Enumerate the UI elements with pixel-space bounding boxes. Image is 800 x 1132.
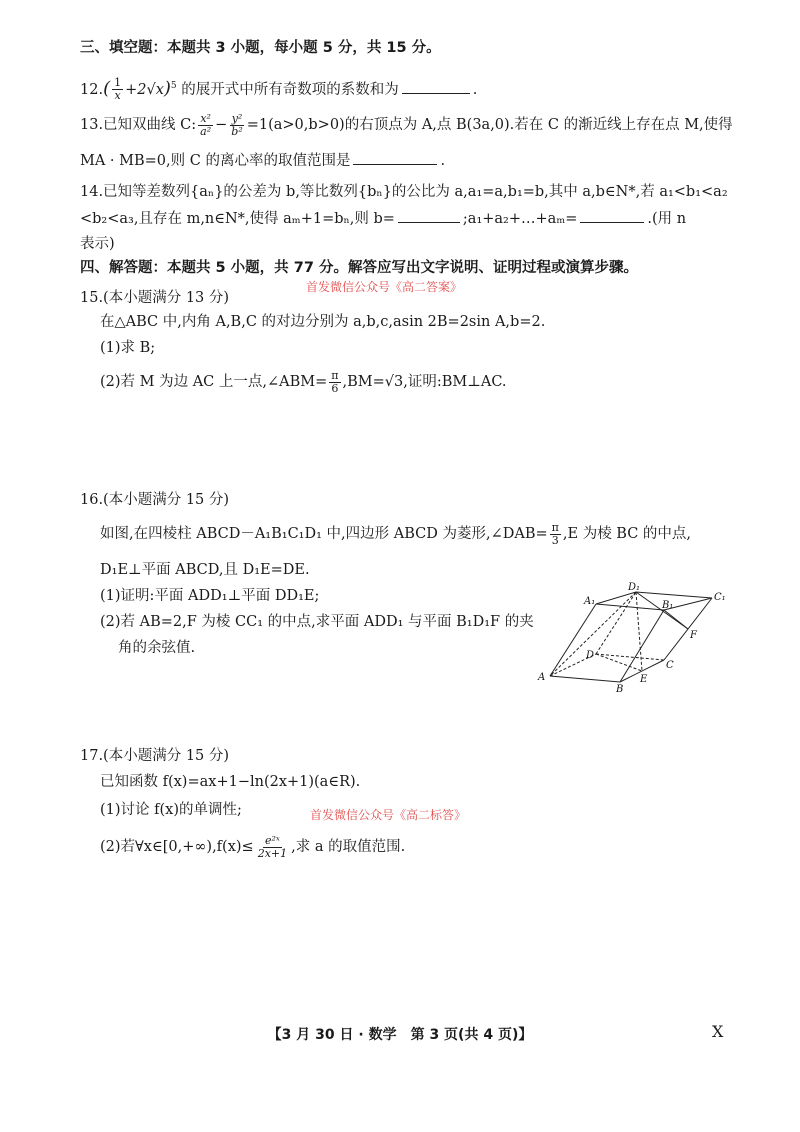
q12-exponent: 5 bbox=[170, 81, 177, 91]
q16-heading: 16.(本小题满分 15 分) bbox=[80, 492, 230, 508]
question-13-line-2 bbox=[80, 150, 445, 171]
label-D1: D₁ bbox=[628, 582, 641, 593]
question-14-line-1: 14.已知等差数列{aₙ}的公差为 b,等比数列{bₙ}的公比为 a,a₁=a,b₁=b,其中 a,b∈N*,若 a₁<b₁<a₂ bbox=[80, 184, 728, 200]
q14-text-c: .(用 n bbox=[647, 211, 687, 227]
q15-part-1: (1)求 B; bbox=[100, 340, 156, 356]
q17-part-2-text-a: (2)若∀x∈[0,+∞),f(x)≤ bbox=[100, 839, 254, 855]
label-D: D bbox=[586, 650, 595, 661]
q15-frac-num: π bbox=[331, 368, 339, 382]
q15-part-2-text-b: ,BM=√3,证明:BM⊥AC. bbox=[342, 374, 507, 390]
q17-stem: 已知函数 f(x)=ax+1−ln(2x+1)(a∈R). bbox=[100, 774, 361, 790]
q13-text-c: MA · MB=0,则 C 的离心率的取值范围是 bbox=[80, 153, 351, 169]
q15-part-2-text-a: (2)若 M 为边 AC 上一点,∠ABM= bbox=[100, 374, 328, 390]
q15-frac-den: 6 bbox=[331, 381, 339, 395]
q15-stem: 在△ABC 中,内角 A,B,C 的对边分别为 a,b,c,asin 2B=2sin A,b=2. bbox=[100, 314, 546, 330]
q16-part-2-line-1: (2)若 AB=2,F 为棱 CC₁ 的中点,求平面 ADD₁ 与平面 B₁D₁F 的夹 bbox=[100, 614, 534, 630]
q16-stem-line-2: D₁E⊥平面 ABCD,且 D₁E=DE. bbox=[100, 562, 310, 578]
q13-end: . bbox=[440, 153, 446, 169]
q17-frac-den: 2x+1 bbox=[257, 846, 288, 860]
prism-figure bbox=[536, 582, 726, 694]
q12-answer-blank[interactable] bbox=[402, 79, 470, 94]
section-3-title: 三、填空题：本题共 3 小题，每小题 5 分，共 15 分。 bbox=[80, 40, 441, 56]
q17-fraction bbox=[256, 835, 289, 860]
q16-frac-num: π bbox=[551, 520, 559, 534]
q12-expression: ( bbox=[103, 77, 111, 99]
q16-stem-text-a: 如图,在四棱柱 ABCD－A₁B₁C₁D₁ 中,四边形 ABCD 为菱形,∠DAB= bbox=[100, 526, 548, 542]
q16-stem-line-1 bbox=[100, 520, 691, 548]
label-A: A bbox=[538, 672, 546, 683]
q13-text-b: =1(a>0,b>0)的右顶点为 A,点 B(3a,0).若在 C 的渐近线上存在点 M,使得 bbox=[246, 117, 733, 133]
q12-text: 的展开式中所有奇数项的系数和为 bbox=[181, 81, 399, 98]
q13-answer-blank[interactable] bbox=[353, 150, 437, 165]
label-C1: C₁ bbox=[714, 592, 726, 603]
watermark-top: 首发微信公众号《高二答案》 bbox=[306, 280, 463, 294]
q15-angle-fraction bbox=[329, 370, 340, 395]
label-C: C bbox=[666, 660, 674, 671]
label-A1: A₁ bbox=[584, 596, 596, 607]
q16-angle-fraction bbox=[550, 522, 561, 547]
footer-mark: X bbox=[712, 1022, 724, 1041]
q17-part-2 bbox=[100, 832, 405, 862]
q12-expression-tail: +2√x) bbox=[125, 77, 171, 99]
q14-blank-sum[interactable] bbox=[580, 208, 644, 223]
q16-stem-text-b: ,E 为棱 BC 的中点, bbox=[562, 526, 692, 542]
question-14-line-2 bbox=[80, 208, 686, 229]
q12-number: 12. bbox=[80, 81, 104, 98]
label-B1: B₁ bbox=[662, 600, 674, 611]
q15-heading: 15.(本小题满分 13 分) bbox=[80, 290, 230, 306]
label-B: B bbox=[616, 684, 624, 694]
label-E: E bbox=[640, 674, 648, 685]
q14-text-a: <b₂<a₃,且存在 m,n∈N*,使得 aₘ+1=bₙ,则 b= bbox=[80, 211, 395, 227]
q15-part-2 bbox=[100, 368, 507, 396]
q16-part-2-line-2: 角的余弦值. bbox=[118, 640, 196, 656]
q13-frac-x: $\frac{\text{x²}}{\text{a²}}$ bbox=[200, 111, 212, 138]
label-F: F bbox=[690, 630, 697, 641]
question-14-line-3: 表示) bbox=[80, 236, 115, 252]
q17-frac-num: e²ˣ bbox=[265, 833, 280, 847]
q13-text-a: 13.已知双曲线 C: bbox=[80, 117, 197, 133]
q12-end: . bbox=[472, 81, 478, 98]
page-footer: 【3 月 30 日 · 数学 第 3 页(共 4 页)】 bbox=[267, 1027, 533, 1043]
q12-fraction: $\frac{1}{x}$ bbox=[114, 76, 122, 103]
q16-part-1: (1)证明:平面 ADD₁⊥平面 DD₁E; bbox=[100, 588, 320, 604]
section-4-title: 四、解答题：本题共 5 小题，共 77 分。解答应写出文字说明、证明过程或演算步骤。 bbox=[80, 260, 638, 276]
q17-part-1: (1)讨论 f(x)的单调性; bbox=[100, 802, 242, 818]
q17-heading: 17.(本小题满分 15 分) bbox=[80, 748, 230, 764]
q14-blank-b[interactable] bbox=[398, 208, 460, 223]
q14-text-b: ;a₁+a₂+…+aₘ= bbox=[462, 211, 578, 227]
watermark-bottom: 首发微信公众号《高二标答》 bbox=[310, 808, 467, 822]
q13-frac-y: $\frac{\text{y²}}{\text{b²}}$ bbox=[231, 111, 243, 138]
question-12 bbox=[80, 72, 477, 104]
question-13-line-1: 13.已知双曲线 C: $\frac{\text{x²}}{\text{a²}}$ − $\frac{\text{y²}}{\text{b²}}$ =1(a>0,b>0)的右顶点为 A,点 B(3a,0).若在 C 的渐近线上存在点 M,使得 bbox=[80, 111, 733, 138]
q16-frac-den: 3 bbox=[551, 533, 559, 547]
q17-part-2-text-b: ,求 a 的取值范围. bbox=[291, 839, 406, 855]
